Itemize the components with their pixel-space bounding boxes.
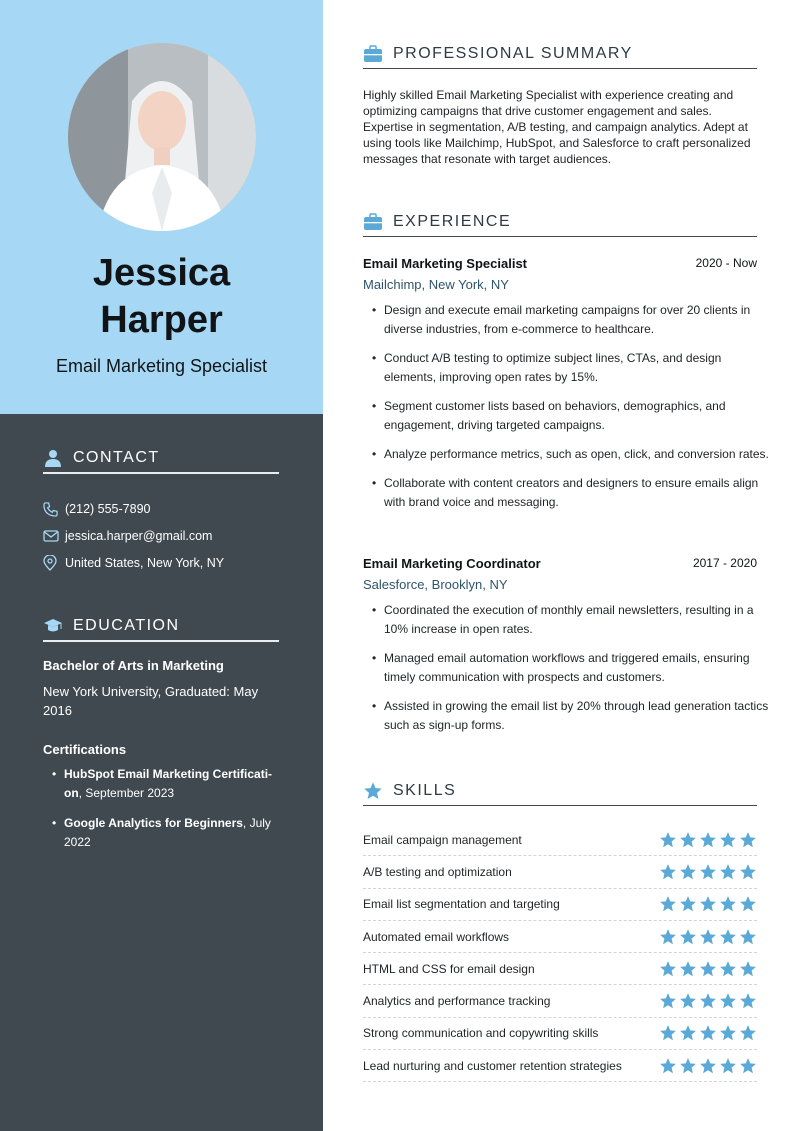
profile-photo-illustration <box>68 43 256 231</box>
star-icon <box>739 928 757 946</box>
skill-rating <box>659 960 757 978</box>
skill-name: Lead nurturing and customer retention strategies <box>363 1058 622 1073</box>
skills-heading <box>363 777 757 806</box>
job-role: Email Marketing Specialist <box>363 256 528 271</box>
star-icon <box>719 831 737 849</box>
star-icon <box>659 1057 677 1075</box>
job-dates: 2017 - 2020 <box>692 556 757 570</box>
location-pin-icon <box>43 555 59 571</box>
education-heading <box>43 612 279 642</box>
contact-email <box>43 528 212 544</box>
star-icon <box>739 863 757 881</box>
star-icon <box>679 895 697 913</box>
skills-list <box>363 824 757 1082</box>
job-dates: 2020 - Now <box>695 256 757 270</box>
job-role: Email Marketing Coordinator <box>363 556 541 571</box>
star-icon <box>739 831 757 849</box>
certification-date: , July 2022 <box>64 816 271 849</box>
star-icon <box>739 1057 757 1075</box>
contact-phone-text: (212) 555-7890 <box>65 502 151 516</box>
skill-row <box>363 1018 757 1050</box>
star-icon <box>719 1024 737 1042</box>
contact-location <box>43 555 224 571</box>
star-icon <box>699 863 717 881</box>
summary-heading-label: PROFESSIONAL SUMMARY <box>393 45 633 62</box>
job-bullets <box>363 601 771 745</box>
contact-location-text: United States, New York, NY <box>65 556 225 570</box>
skill-name: Analytics and performance tracking <box>363 994 551 1009</box>
contact-email-text: jessica.harper@gmail.com <box>65 529 213 543</box>
job-bullet: • Segment customer lists based on behaviors, demographics, and engagement, driving targeted campaigns. <box>363 397 771 435</box>
skill-row <box>363 1050 757 1082</box>
mail-icon <box>43 528 59 544</box>
profile-last-name: Harper <box>100 299 223 341</box>
certification-item <box>43 765 288 803</box>
contact-heading <box>43 444 279 474</box>
job-bullet: • Managed email automation workflows and triggered emails, ensuring timely communication with prospects and customers. <box>363 649 771 687</box>
person-icon <box>43 448 63 468</box>
skill-row <box>363 953 757 985</box>
contact-phone <box>43 501 150 517</box>
star-icon <box>739 992 757 1010</box>
star-icon <box>699 831 717 849</box>
experience-heading <box>363 208 757 237</box>
certification-date: , September 2023 <box>78 786 175 800</box>
experience-heading-label: EXPERIENCE <box>393 213 512 230</box>
star-icon <box>659 831 677 849</box>
skill-rating <box>659 895 757 913</box>
star-icon <box>363 781 383 801</box>
skill-rating <box>659 831 757 849</box>
star-icon <box>659 928 677 946</box>
profile-photo <box>68 43 256 231</box>
education-heading-label: EDUCATION <box>73 617 180 634</box>
skill-rating <box>659 863 757 881</box>
star-icon <box>699 992 717 1010</box>
skill-name: Email campaign management <box>363 832 522 847</box>
job-bullet: • Assisted in growing the email list by 20% through lead generation tactics such as sign-up forms. <box>363 697 771 735</box>
star-icon <box>679 863 697 881</box>
job-bullet: • Conduct A/B testing to optimize subject lines, CTAs, and design elements, improving open rates by 15%. <box>363 349 771 387</box>
star-icon <box>699 960 717 978</box>
star-icon <box>739 895 757 913</box>
skill-rating <box>659 1057 757 1075</box>
profile-first-name: Jessica <box>92 252 231 294</box>
certifications-heading: Certifications <box>43 742 127 757</box>
star-icon <box>679 992 697 1010</box>
star-icon <box>659 1024 677 1042</box>
star-icon <box>659 895 677 913</box>
certification-name: Google Analytics for Beginners <box>64 816 243 830</box>
star-icon <box>699 895 717 913</box>
star-icon <box>679 831 697 849</box>
star-icon <box>719 863 737 881</box>
education-school: New York University, Graduated: May 2016 <box>43 684 259 718</box>
job-bullet: • Coordinated the execution of monthly email newsletters, resulting in a 10% increase in open rates. <box>363 601 771 639</box>
star-icon <box>659 863 677 881</box>
skill-name: Strong communication and copywriting skills <box>363 1026 599 1041</box>
skill-name: A/B testing and optimization <box>363 864 512 879</box>
star-icon <box>679 1057 697 1075</box>
job-company: Salesforce, Brooklyn, NY <box>363 577 508 592</box>
graduation-cap-icon <box>43 616 63 636</box>
star-icon <box>679 1024 697 1042</box>
certification-name: HubSpot Email Marketing Certificati-on <box>64 767 273 800</box>
skills-heading-label: SKILLS <box>393 782 457 799</box>
skill-name: HTML and CSS for email design <box>363 961 535 976</box>
job-bullet: • Analyze performance metrics, such as open, click, and conversion rates. <box>363 445 771 464</box>
star-icon <box>719 895 737 913</box>
star-icon <box>699 1024 717 1042</box>
skill-name: Automated email workflows <box>363 929 510 944</box>
briefcase-icon <box>363 44 383 64</box>
skill-row <box>363 856 757 888</box>
skill-rating <box>659 928 757 946</box>
skill-row <box>363 889 757 921</box>
star-icon <box>739 960 757 978</box>
star-icon <box>719 928 737 946</box>
star-icon <box>699 1057 717 1075</box>
skill-row <box>363 921 757 953</box>
job-bullet: • Design and execute email marketing campaigns for over 20 clients in diverse industries, from e-commerce to healthcare. <box>363 301 771 339</box>
certification-item <box>43 814 288 852</box>
summary-text: Highly skilled Email Marketing Specialist with experience creating and optimizing campaigns that drive customer engagement and sales. Expertise in segmentation, A/B testing, and campaign analytics. Adept at using tools like Mailchimp, HubSpot, and Salesforce to craft personalized messages that resonate with target audiences. <box>363 88 751 166</box>
skill-rating <box>659 1024 757 1042</box>
star-icon <box>719 992 737 1010</box>
star-icon <box>679 960 697 978</box>
star-icon <box>719 1057 737 1075</box>
job-company: Mailchimp, New York, NY <box>363 277 509 292</box>
skill-rating <box>659 992 757 1010</box>
education-degree: Bachelor of Arts in Marketing <box>43 658 224 673</box>
star-icon <box>679 928 697 946</box>
job-bullets <box>363 301 771 522</box>
summary-heading <box>363 40 757 69</box>
phone-icon <box>43 501 59 517</box>
profile-name <box>0 250 323 344</box>
star-icon <box>719 960 737 978</box>
star-icon <box>659 960 677 978</box>
certifications-list <box>43 765 288 863</box>
briefcase-icon <box>363 212 383 232</box>
skill-row <box>363 985 757 1017</box>
job-bullet: • Collaborate with content creators and designers to ensure emails align with brand voice and messaging. <box>363 474 771 512</box>
star-icon <box>699 928 717 946</box>
skill-row <box>363 824 757 856</box>
star-icon <box>659 992 677 1010</box>
star-icon <box>739 1024 757 1042</box>
skill-name: Email list segmentation and targeting <box>363 897 560 912</box>
contact-heading-label: CONTACT <box>73 449 160 466</box>
profile-title: Email Marketing Specialist <box>55 356 268 376</box>
